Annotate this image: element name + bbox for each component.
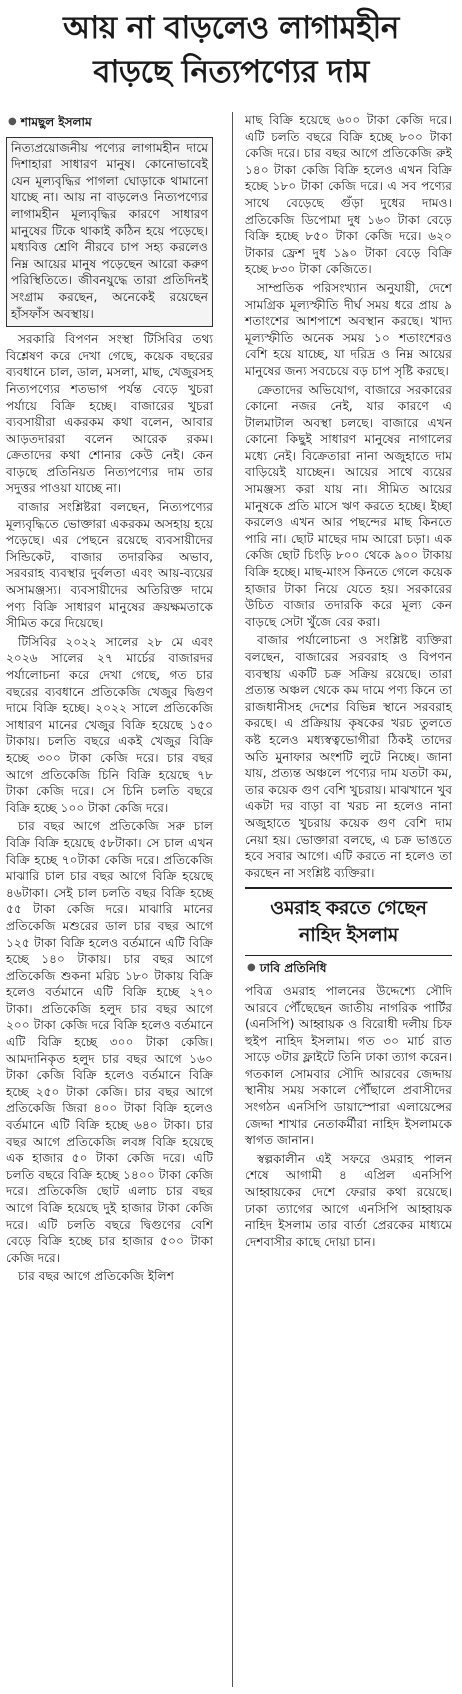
headline-rule xyxy=(245,955,452,956)
byline xyxy=(8,114,213,131)
paragraph: ক্রেতাদের অভিযোগ, বাজারে সরকারের কোনো নজর নেই, যার কারণে এ টালমাটাল অবস্থা চলছে। বাজারে এখন কোনো কিছুই সাধারণ মানুষের নাগালের মধ্যে নেই। বিক্রেতারা নানা অজুহাতে দাম বাড়িয়েই যাচ্ছেন। আয়ের সাথে ব্যয়ের সামঞ্জস্য করা যায় না। সীমিত আয়ের মানুষকে প্রতি মাসে ঋণ করতে হচ্ছে। ইচ্ছা করলেও এখন আর পছন্দের মাছ কিনতে পারি না। ছোট মাছের দাম আরো চড়া। এক কেজি ছোট চিংড়ি ৮০০ থেকে ৯০০ টাকায় বিক্রি হচ্ছে। মাছ-মাংস কিনতে গেলে কয়েক হাজার টাকা নিয়ে যেতে হয়। সরকারের উচিত বাজার তদারকি করে মূল্য কেন বাড়ছে সেটা খুঁজে বের করা। xyxy=(245,382,452,629)
second-byline xyxy=(247,960,452,977)
bullet-icon: ● xyxy=(8,116,17,127)
paragraph: মাছ বিক্রি হয়েছে ৬০০ টাকা কেজি দরে। এটি চলতি বছরে বিক্রি হচ্ছে ৮০০ টাকা কেজি দরে। চার বছর আগে প্রতিকেজি রুই ১৪০ টাকা কেজি বিক্রি হলেও এখন বিক্রি হচ্ছে ১৮০ টাকা কেজি দরে। এ সব পণ্যের সাথে বেড়েছে গুঁড়া দুধের দামও। প্রতিকেজি ডিপোমা দুধ ১৬০ টাকা বেড়ে বিক্রি হচ্ছে ৮৫০ টাকা কেজি দরে। ৬২০ টাকার ফ্রেশ দুধ ১৯০ টাকা বেড়ে বিক্রি হচ্ছে ৮৩০ টাকা কেজিতে। xyxy=(245,113,452,277)
byline-name: শামছুল ইসলাম xyxy=(20,115,92,129)
headline-line-1: আয় না বাড়লেও লাগামহীন xyxy=(63,10,399,46)
paragraph: সাম্প্রতিক পরিসংখ্যান অনুযায়ী, দেশে সামগ্রিক মূল্যস্ফীতি দীর্ঘ সময় ধরে প্রায় ৯ শতাংশের আশপাশে অবস্থান করছে। খাদ্য মূল্যস্ফীতি অনেক সময় ১০ শতাংশেরও বেশি হয়ে যাচ্ছে, যা দরিদ্র ও নিম্ন আয়ের মানুষের জন্য সবচেয়ে বড় চাপ সৃষ্টি করছে। xyxy=(245,280,452,378)
right-column xyxy=(245,112,452,1252)
intro-box xyxy=(6,137,213,328)
paragraph: নিত্যপ্রয়োজনীয় পণ্যের লাগামহীন দামে দিশাহারা সাধারণ মানুষ। কোনোভাবেই যেন মূল্যবৃদ্ধির পাগলা ঘোড়াকে থামানো যাচ্ছে না। আয় না বাড়লেও নিত্যপণ্যের লাগামহীন মূল্যবৃদ্ধির কারণে সাধারণ মানুষের টিকে থাকাই কঠিন হয়ে পড়েছে। মধ্যবিত্ত শ্রেণি নীরবে চাপ সহ্য করলেও নিম্ন আয়ের মানুষ পড়েছেন আরো করুণ পরিস্থিতিতে। জীবনযুদ্ধে তারা প্রতিদিনই সংগ্রাম করছেন, অনেকেই রয়েছেন হাঁসফাঁস অবস্থায়। xyxy=(11,140,208,321)
paragraph: স্বল্পকালীন এই সফরে ওমরাহ পালন শেষে আগামী ৪ এপ্রিল এনসিপি আহ্বায়কের দেশে ফেরার কথা রয়েছে। ঢাকা ত্যাগের আগে এনসিপি আহ্বায়ক নাহিদ ইসলাম তার বার্তা প্রেরকের মাধ্যমে দেশবাসীর কাছে দোয়া চান। xyxy=(245,1151,452,1249)
article-columns xyxy=(0,112,462,1692)
paragraph: বাজার সংশ্লিষ্টরা বলছেন, নিত্যপণ্যের মূল্যবৃদ্ধিতে ভোক্তারা একরকম অসহায় হয়ে পড়েছে। এর পেছনে রয়েছে ব্যবসায়ীদের সিন্ডিকেট, বাজার তদারকির অভাব, সরবরাহ ব্যবস্থার দুর্বলতা এবং আয়-ব্যয়ের অসামঞ্জস্য। ব্যবসায়ীদের অতিরিক্ত দামে পণ্য বিক্রি সাধারণ মানুষের ক্রয়ক্ষমতাকে সীমিত করে দিয়েছে। xyxy=(6,500,213,631)
bullet-icon: ● xyxy=(247,962,256,974)
second-headline-line-1: ওমরাহ করতে গেছেন xyxy=(270,897,427,920)
second-headline-line-2: নাহিদ ইসলাম xyxy=(298,924,399,947)
left-column xyxy=(6,112,213,1287)
paragraph: সরকারি বিপণন সংস্থা টিসিবির তথ্য বিশ্লেষণ করে দেখা গেছে, কয়েক বছরের ব্যবধানে চাল, ডাল, মসলা, মাছ, খেজুরসহ নিত্যপণ্যের শতভাগ পর্যন্ত বেড়ে খুচরা পর্যায়ে বিক্রি হচ্ছে। বাজারের খুচরা ব্যবসায়ীরা একরকম কথা বলেন, আবার আড়তদাররা বলেন আরেক রকম। ক্রেতাদের কথা শোনার কেউ নেই। কেন বাড়ছে প্রতিনিয়ত নিত্যপণ্যের দাম তার সদুত্তর পাওয়া যাচ্ছে না। xyxy=(6,332,213,496)
second-byline-name: ঢাবি প্রতিনিধি xyxy=(259,961,327,976)
paragraph: পবিত্র ওমরাহ পালনের উদ্দেশ্যে সৌদি আরবে পৌঁছেছেন জাতীয় নাগরিক পার্টির (এনসিপি) আহ্বায়ক ও বিরোধী দলীয় চিফ হুইপ নাহিদ ইসলাম। গত ৩০ মার্চ রাত সাড়ে ৩টার ফ্লাইটে তিনি ঢাকা ত্যাগ করেন। গতকাল সোমবার সৌদি আরবের জেদ্দায় স্থানীয় সময় সকালে পৌঁছালে প্রবাসীদের সংগঠন এনসিপি ডায়াস্পোরা এলায়েন্সের জেদ্দা শাখার নেতাকর্মীরা নাহিদ ইসলামকে স্বাগত জানান। xyxy=(245,983,452,1148)
paragraph: টিসিবির ২০২২ সালের ২৮ মে এবং ২০২৬ সালের ২৭ মার্চের বাজারদর পর্যালোচনা করে দেখা গেছে, গত চার বছরের ব্যবধানে প্রতিকেজি খেজুর দ্বিগুণ দামে বিক্রি হচ্ছে। ২০২২ সালে প্রতিকেজি সাধারণ মানের খেজুর বিক্রি হয়েছে ১৫০ টাকায়। চলতি বছরে একই খেজুর বিক্রি হচ্ছে ৩০০ টাকা কেজি দরে। চার বছর আগে প্রতিকেজি চিনি বিক্রি হয়েছে ৭৮ টাকা কেজি দরে। সে চিনি চলতি বছরে বিক্রি হচ্ছে ১০০ টাকা কেজি দরে। xyxy=(6,634,213,815)
paragraph: বাজার পর্যালোচনা ও সংশ্লিষ্ট ব্যক্তিরা বলছেন, বাজারের সরবরাহ ও বিপণন ব্যবস্থায় একটি চক্র সক্রিয় রয়েছে। তারা প্রত্যন্ত অঞ্চল থেকে কম দামে পণ্য কিনে তা রাজধানীসহ দেশের বিভিন্ন স্থানে সরবরাহ করছে। এ প্রক্রিয়ায় কৃষকের খরচ তুলতে কষ্ট হলেও মধ্যস্বত্বভোগীরা ঠিকই তাদের অতি মুনাফার অংশটি লুটে নিচ্ছে। জানা যায়, প্রত্যন্ত অঞ্চলে পণ্যের দাম যতটা কম, তার কয়েক গুণ বেশি খুচরায়। মাঝখানে খুব একটা দর বাড়া বা খরচ না হলেও নানা অজুহাতে খুচরায় কয়েক গুণ বেশি দাম নেয়া হয়। ভোক্তারা বলছে, এ চক্র ভাঙতে হবে সবার আগে। এটি করতে না হলেও তা করছেন না সংশ্লিষ্ট ব্যক্তিরা। xyxy=(245,633,452,880)
paragraph: চার বছর আগে প্রতিকেজি ইলিশ xyxy=(18,1269,174,1284)
paragraph: চার বছর আগে প্রতিকেজি সরু চাল বিক্রি বিক্রি হয়েছে ৫৮টাকা। সে চাল এখন বিক্রি হচ্ছে ৭০টাকা কেজি দরে। প্রতিকেজি মাঝারি চাল চার বছর আগে বিক্রি হয়েছে ৪৬টাকা। সেই চাল চলতি বছর বিক্রি হচ্ছে ৫৫ টাকা কেজি দরে। মাঝারি মানের প্রতিকেজি মশুরের ডাল চার বছর আগে ১২৫ টাকা বিক্রি হলেও বর্তমানে এটি বিক্রি হচ্ছে ১৪০ টাকায়। চার বছর আগে প্রতিকেজি শুকনা মরিচ ১৮০ টাকায় বিক্রি হলেও বর্তমানে এটি বিক্রি হচ্ছে ২৭০ টাকা। প্রতিকেজি হলুদ চার বছর আগে ২০০ টাকা কেজি দরে বিক্রি হলেও বর্তমানে এটি বিক্রি হচ্ছে ৩০০ টাকা কেজি। আমদানিকৃত হলুদ চার বছর আগে ১৬০ টাকা কেজি বিক্রি হলেও বর্তমানে বিক্রি হচ্ছে ২৫০ টাকা কেজি। চার বছর আগে প্রতিকেজি জিরা ৪০০ টাকা বিক্রি হলেও বর্তমানে এটি বিক্রি হচ্ছে ৬৪০ টাকা। চার বছর আগে প্রতিকেজি লবঙ্গ বিক্রি হয়েছে এক হাজার ৫০ টাকা কেজি দরে। এটি চলতি বছরে বিক্রি হচ্ছে ১৪০০ টাকা কেজি দরে। প্রতিকেজি ছোট এলাচ চার বছর আগে বিক্রি হয়েছে দুই হাজার টাকা কেজি দরে। এটি চলতি বছরে দ্বিগুণের বেশি বেড়ে বিক্রি হচ্ছে চার হাজার ৫০০ টাকা কেজি দরে। xyxy=(6,819,213,1265)
headline-line-2: বাড়ছে নিত্যপণ্যের দাম xyxy=(93,54,369,90)
headline xyxy=(0,0,462,94)
second-article xyxy=(245,887,452,1250)
second-headline xyxy=(245,895,452,949)
